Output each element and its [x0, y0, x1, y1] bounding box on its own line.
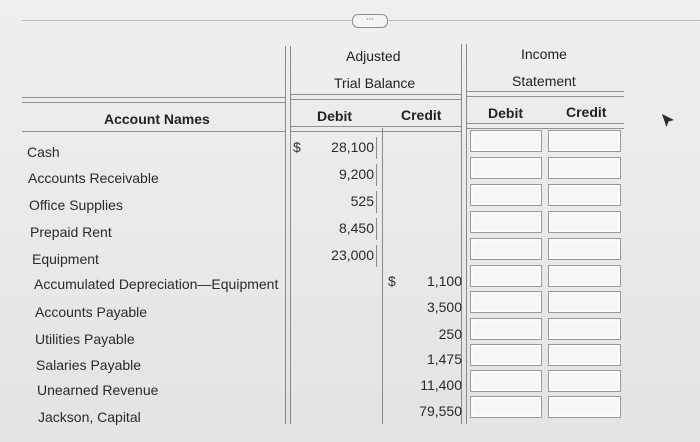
- tb-header-rule: [290, 94, 462, 100]
- income-debit-input[interactable]: [470, 318, 542, 340]
- account-subheader-rule: [22, 131, 286, 132]
- tb-credit-value: 1,475: [426, 351, 462, 367]
- tb-credit-value: 79,550: [419, 403, 462, 419]
- tb-credit-value: 250: [438, 326, 462, 342]
- income-credit-input[interactable]: [548, 265, 621, 287]
- income-credit-input[interactable]: [548, 130, 621, 152]
- expand-toggle-button[interactable]: [352, 14, 388, 28]
- tb-debit-credit-divider: [382, 128, 383, 424]
- income-credit-input[interactable]: [548, 157, 621, 179]
- tb-credit-header: Credit: [401, 107, 442, 123]
- account-header-rule: [22, 97, 286, 103]
- is-debit-header: Debit: [488, 105, 523, 121]
- income-credit-input[interactable]: [548, 238, 621, 260]
- currency-symbol: $: [388, 273, 396, 289]
- income-credit-input[interactable]: [548, 318, 621, 340]
- tb-debit-cell-border: [376, 164, 377, 186]
- income-debit-input[interactable]: [470, 130, 542, 152]
- tb-debit-cell-border: [376, 245, 377, 267]
- income-credit-input[interactable]: [548, 184, 621, 206]
- income-debit-input[interactable]: [470, 370, 542, 392]
- account-name: Prepaid Rent: [30, 224, 112, 240]
- account-name: Office Supplies: [29, 197, 123, 213]
- income-column-divider: [461, 44, 467, 424]
- is-header-rule: [466, 91, 624, 97]
- tb-debit-value: 28,100: [331, 139, 374, 155]
- income-debit-input[interactable]: [470, 265, 542, 287]
- income-debit-input[interactable]: [470, 184, 542, 206]
- tb-debit-cell-border: [376, 218, 377, 240]
- income-credit-input[interactable]: [548, 211, 621, 233]
- tb-credit-value: 3,500: [426, 299, 462, 315]
- income-credit-input[interactable]: [548, 344, 621, 366]
- tb-debit-value: 9,200: [338, 166, 374, 182]
- account-column-divider: [285, 46, 291, 424]
- income-credit-input[interactable]: [548, 370, 621, 392]
- account-name: Accounts Receivable: [28, 170, 159, 186]
- is-credit-header: Credit: [566, 104, 607, 120]
- account-name: Accounts Payable: [35, 304, 148, 320]
- income-debit-input[interactable]: [470, 157, 542, 179]
- account-name: Accumulated Depreciation—Equipment: [34, 276, 279, 292]
- tb-debit-header: Debit: [317, 108, 352, 124]
- income-debit-input[interactable]: [470, 238, 542, 260]
- income-debit-input[interactable]: [470, 396, 542, 418]
- account-name: Salaries Payable: [36, 357, 142, 373]
- income-header-line1: Income: [521, 46, 567, 62]
- adjusted-header-line2: Trial Balance: [334, 75, 416, 91]
- account-name: Cash: [27, 144, 60, 160]
- account-name: Equipment: [32, 251, 99, 267]
- currency-symbol: $: [293, 139, 301, 155]
- tb-debit-cell-border: [376, 137, 377, 159]
- is-subheader-rule: [466, 123, 624, 129]
- more-dots-icon: ···: [365, 15, 375, 25]
- tb-credit-value: 11,400: [420, 377, 462, 393]
- tb-subheader-rule: [290, 126, 462, 132]
- account-names-header: Account Names: [104, 111, 210, 127]
- tb-debit-value: 8,450: [338, 220, 374, 236]
- income-header-line2: Statement: [512, 73, 576, 89]
- income-credit-input[interactable]: [548, 291, 621, 313]
- income-debit-input[interactable]: [470, 291, 542, 313]
- account-name: Utilities Payable: [35, 331, 135, 347]
- mouse-pointer-icon: [659, 112, 677, 130]
- income-debit-input[interactable]: [470, 211, 542, 233]
- income-credit-input[interactable]: [548, 396, 621, 418]
- tb-debit-value: 23,000: [331, 247, 374, 263]
- tb-debit-cell-border: [376, 191, 377, 213]
- adjusted-header-line1: Adjusted: [346, 48, 401, 64]
- tb-debit-value: 525: [350, 193, 374, 209]
- tb-credit-value: 1,100: [426, 273, 462, 289]
- income-debit-input[interactable]: [470, 344, 542, 366]
- account-name: Jackson, Capital: [38, 409, 141, 425]
- account-name: Unearned Revenue: [37, 382, 159, 398]
